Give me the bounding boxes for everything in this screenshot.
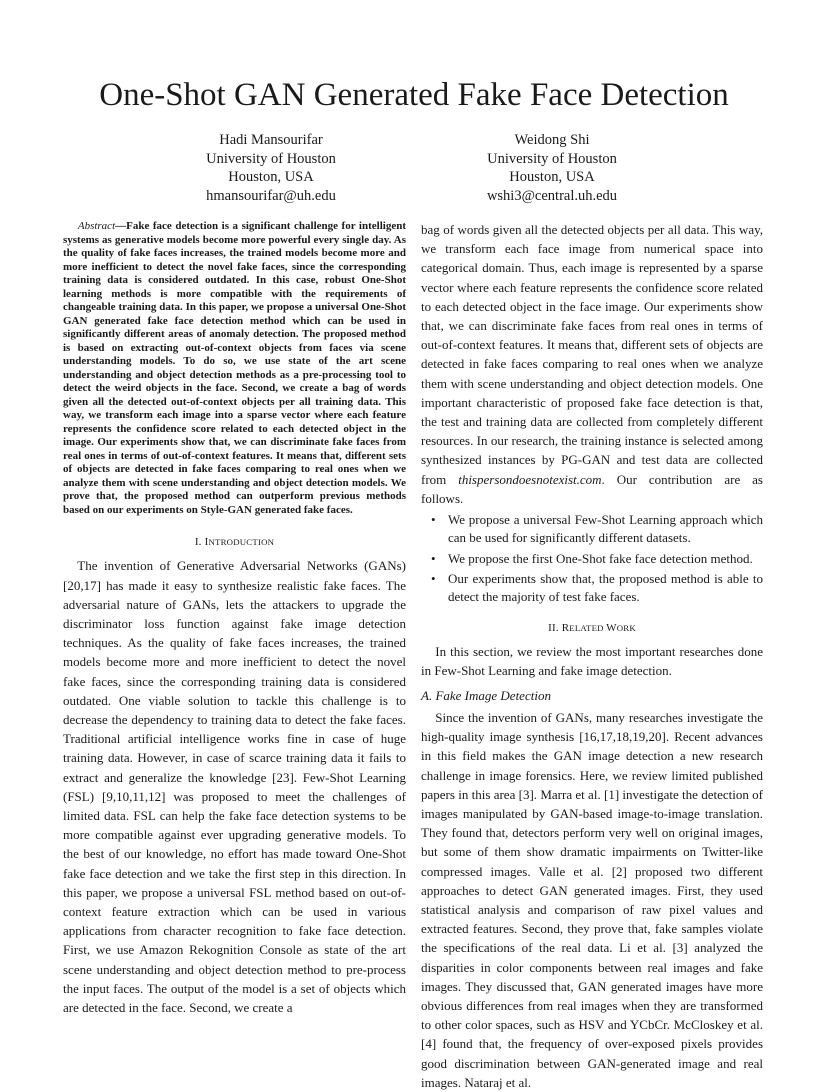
list-item-text: Our experiments show that, the proposed method is able to detect the majority of test fake faces. bbox=[448, 570, 763, 605]
author-affiliation: University of Houston bbox=[206, 150, 336, 167]
list-item bbox=[421, 511, 763, 548]
section-heading-introduction bbox=[63, 535, 406, 549]
abstract bbox=[63, 220, 406, 517]
author-block-1 bbox=[121, 131, 421, 205]
related-work-paragraph: In this section, we review the most important researches done in Few-Shot Learning and fake image detection. bbox=[421, 643, 763, 678]
left-column bbox=[63, 220, 406, 1017]
list-item-text: We propose the first One-Shot fake face detection method. bbox=[448, 550, 753, 566]
section-heading-initial: R bbox=[561, 621, 570, 634]
author-location: Houston, USA bbox=[509, 169, 595, 186]
author-email: wshi3@central.uh.edu bbox=[486, 187, 618, 204]
author-name: Weidong Shi bbox=[514, 132, 590, 148]
abstract-label: Abstract bbox=[77, 220, 116, 232]
right-column bbox=[421, 220, 763, 1092]
paragraph-text: . Our contribution are as follows. bbox=[421, 471, 763, 506]
fake-image-detection-paragraph: Since the invention of GANs, many researches investigate the high-quality image synthesis [16,17,18,19,20]. Recent advances in this field makes the GAN image detection a new research challenge in image forensics. Here, we review limited published papers in this area [3]. Marra et al. [1] investigate the detection of images manipulated by GAN-based image-to-image translation. They found that, detectors perform very well on original images, but some of them show dramatic impairments on Twitter-like compressed images. Valle et al. [2] proposed two different approaches to detect GAN generated images. First, they used statistical analysis and comparison of raw pixel values and extracted features. Second, they prove that, fake samples violate the specifications of the real data. Li et al. [3] analyzed the disparities in color components between real images and fake images. They discussed that, GAN generated images have more obvious differences from real images when they are transformed to other color spaces, such as HSV and YCbCr. McCloskey et al. [4] found that, the frequency of over-exposed pixels provides good discrimination between GAN-generated image and real images. Nataraj et al. bbox=[421, 709, 763, 1090]
introduction-continued-paragraph bbox=[421, 220, 763, 508]
section-heading-related-work bbox=[421, 621, 763, 635]
section-number: I. bbox=[194, 536, 205, 549]
author-email: hmansourifar@uh.edu bbox=[206, 187, 336, 204]
section-heading-rest: NTRODUCTION bbox=[208, 537, 275, 548]
author-name: Hadi Mansourifar bbox=[219, 132, 323, 148]
subsection-heading: A. Fake Image Detection bbox=[421, 687, 551, 703]
paragraph-text: bag of words given all the detected objects per all data. This way, we transform each face image from numerical space into categorical domain. Thus, each image is represented by a sparse vector where each feature represents the confidence score related to each detected object in the face image. Our experiments show that, we can discriminate fake faces from real ones in terms of out-of-context features. It means that, different sets of objects are detected in fake faces comparing to real ones when we analyze them with scene understanding and object detection models. One important characteristic of proposed fake face detection is that, the test and training data are collected from completely different resources. In our research, the training instance is selected among synthesized instances by PG-GAN and test data are collected from bbox=[421, 222, 763, 487]
section-heading-initial: I bbox=[204, 536, 209, 549]
section-number: II. bbox=[548, 621, 562, 634]
bullet-icon: • bbox=[431, 570, 436, 586]
list-item bbox=[421, 550, 763, 568]
section-heading-rest: ELATED bbox=[569, 622, 607, 633]
author-block-2 bbox=[402, 131, 702, 205]
abstract-text: —Fake face detection is a significant challenge for intelligent systems as generative models become more powerful every single day. As the quality of fake faces increases, the trained models become more and more inefficient to detect the novel fake faces, since the corresponding training data is considered outdated. In this case, robust One-Shot learning methods is more compatible with the requirements of changeable training data. In this paper, we propose a universal One-Shot GAN generated fake face detection method which can be used in significantly different areas of anomaly detection. The proposed method is based on extracting out-of-context objects from faces via scene understanding models. To do so, we use state of the art scene understanding and object detection methods as a pre-processing tool to detect the weird objects in the face. Second, we create a bag of words given all the detected out-of-context objects per all training data. This way, we transform each image into a sparse vector where each feature represents the confidence score related to each detected object in the image. Our experiments show that, we can discriminate fake faces from real ones in terms of out-of-context features. It means that, different sets of objects are detected in fake faces comparing to real ones when we analyze them with scene understanding and object detection models. We prove that, the proposed method can outperform previous methods based on our experiments on Style-GAN generated fake faces. bbox=[63, 220, 406, 516]
author-affiliation: University of Houston bbox=[487, 150, 617, 167]
bullet-icon: • bbox=[431, 512, 436, 528]
author-location: Houston, USA bbox=[228, 169, 314, 186]
paper-title: One-Shot GAN Generated Fake Face Detection bbox=[99, 77, 729, 113]
contribution-list bbox=[421, 511, 763, 606]
section-heading-rest: ORK bbox=[616, 622, 636, 633]
list-item-text: We propose a universal Few-Shot Learning approach which can be used for significantly different datasets. bbox=[448, 512, 763, 546]
section-heading-initial: W bbox=[606, 621, 617, 634]
list-item bbox=[421, 570, 763, 607]
introduction-paragraph: The invention of Generative Adversarial Networks (GANs) [20,17] has made it easy to synthesize realistic fake faces. The adversarial nature of GANs, lets the attackers to upgrade the discriminator loss function against fake image detection techniques. As the quality of fake faces increases, the trained models become more and more inefficient to detect the novel fake faces, since the corresponding training data is considered outdated. One viable solution to tackle this challenge is to decrease the dependency to training data to detect the fake faces. Traditional artificial intelligence works fine in case of huge training data. However, in case of scarce training data it fails to extract and generalize the knowledge [23]. Few-Shot Learning (FSL) [9,10,11,12] was proposed to meet the challenges of limited data. FSL can help the fake face detection systems to be more compatible against ever upgrading generative models. To the best of our knowledge, no effort has made toward One-Shot fake face detection and we take the first step in this direction. In this paper, we propose a universal FSL method based on out-of-context feature extraction which can be used in various applications from character recognition to fake face detection. First, we use Amazon Rekognition Console as state of the art scene understanding and object detection method to pre-process the input faces. The output of the model is a set of objects which are detected in the face. Second, we create a bbox=[63, 558, 406, 1016]
website-reference: thispersondoesnotexist.com bbox=[458, 471, 602, 487]
bullet-icon: • bbox=[431, 550, 436, 566]
